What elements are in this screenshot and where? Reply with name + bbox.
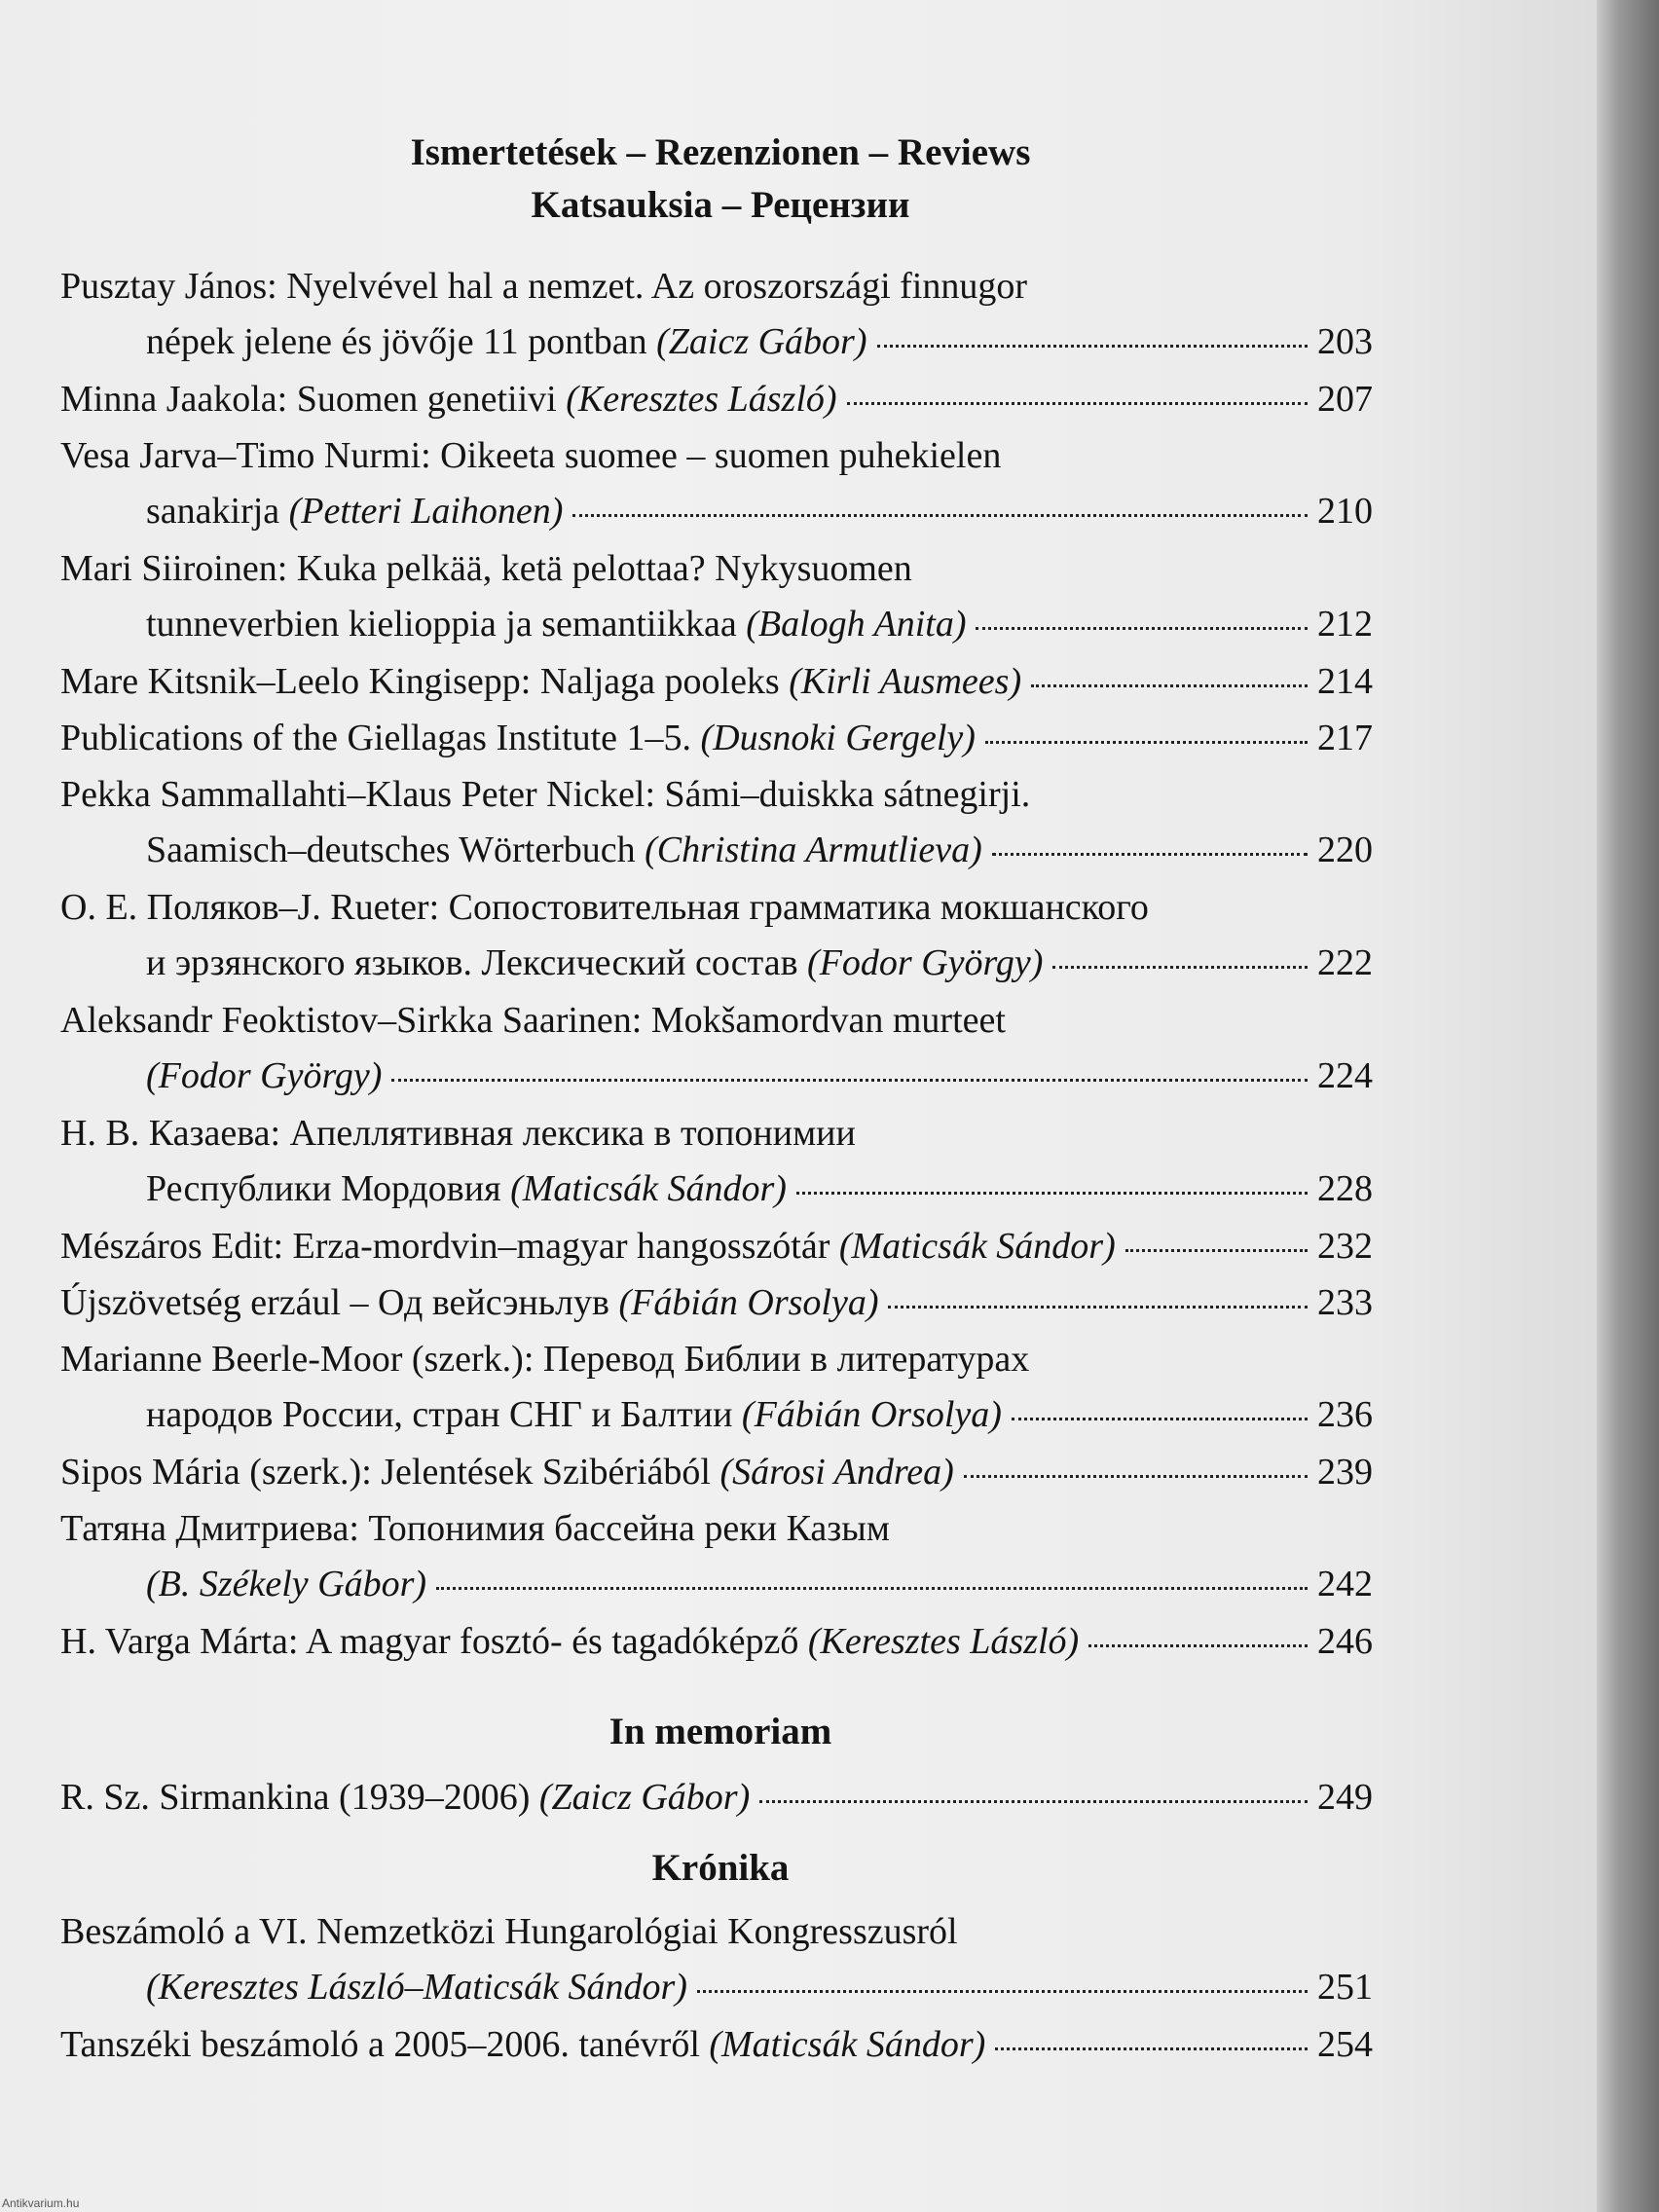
entry-page-number: 224 <box>1317 1055 1373 1096</box>
section-header-memoriam: In memoriam <box>608 1711 832 1752</box>
entry-leader-line <box>146 1563 1373 1605</box>
entry-title-text: Mare Kitsnik–Leelo Kingisepp: Naljaga pooleks <box>60 661 790 702</box>
dot-leader <box>572 514 1308 517</box>
entry-title-text: Publications of the Giellagas Institute 1–5. <box>60 718 701 758</box>
entry-reviewer: (Fodor György) <box>146 1055 383 1096</box>
entry-leader-line <box>60 2023 1373 2066</box>
entry-reviewer: (Maticsák Sándor) <box>838 1226 1116 1267</box>
dot-leader <box>1031 684 1308 687</box>
entry-title-text: népek jelene és jövője 11 pontban <box>146 321 657 362</box>
entry-page-number: 222 <box>1317 942 1373 983</box>
dot-leader <box>759 1800 1308 1803</box>
entry-leader-line <box>60 1776 1373 1819</box>
dot-leader <box>964 1475 1308 1478</box>
section-header-reviews-sub: Katsauksia – Рецензии <box>531 184 910 226</box>
entry-title-text: sanakirja <box>146 491 289 532</box>
entry-title-line: Beszámoló a VI. Nemzetközi Hungarológiai Kongresszusról <box>60 1911 958 1952</box>
entry-page-number: 214 <box>1317 661 1373 702</box>
entry-leader-line <box>60 1281 1373 1324</box>
entry-leader-line <box>60 660 1373 703</box>
entry-reviewer: (Zaicz Gábor) <box>538 1777 751 1818</box>
entry-reviewer: (Maticsák Sándor) <box>510 1168 787 1209</box>
entry-page-number: 239 <box>1317 1452 1373 1493</box>
entry-title-line: Pekka Sammallahti–Klaus Peter Nickel: Sámi–duiskka sátnegirji. <box>60 774 1031 815</box>
dot-leader <box>796 1192 1308 1195</box>
entry-leader-line <box>146 1054 1373 1097</box>
entry-title-text: H. Varga Márta: A magyar fosztó- és tagadóképző <box>60 1621 808 1662</box>
entry-leader-line <box>146 320 1373 363</box>
entry-leader-line <box>146 941 1373 984</box>
entry-page-number: 212 <box>1317 604 1373 645</box>
entry-title-text: Sipos Mária (szerk.): Jelentések Szibériából <box>60 1452 720 1493</box>
entry-leader-line <box>146 603 1373 645</box>
dot-leader <box>847 402 1308 405</box>
entry-page-number: 246 <box>1317 1621 1373 1662</box>
entry-reviewer: (Sárosi Andrea) <box>719 1452 954 1493</box>
entry-page-number: 217 <box>1317 718 1373 758</box>
entry-leader-line <box>146 490 1373 533</box>
entry-leader-line <box>146 829 1373 871</box>
entry-leader-line <box>146 1966 1373 2009</box>
entry-title-line: Татяна Дмитриева: Топонимия бассейна реки Казым <box>60 1508 890 1549</box>
entry-page-number: 254 <box>1317 2024 1373 2065</box>
entry-leader-line <box>60 378 1373 421</box>
dot-leader <box>436 1587 1308 1590</box>
dot-leader <box>1125 1249 1308 1252</box>
entry-page-number: 228 <box>1317 1168 1373 1209</box>
entry-leader-line <box>146 1167 1373 1210</box>
dot-leader <box>985 741 1308 744</box>
dot-leader <box>995 2047 1308 2050</box>
entry-title-text: R. Sz. Sirmankina (1939–2006) <box>60 1777 539 1818</box>
entry-page-number: 249 <box>1317 1777 1373 1818</box>
entry-title-line: Marianne Beerle-Moor (szerk.): Перевод Библии в литературах <box>60 1339 1030 1380</box>
entry-reviewer: (Fodor György) <box>807 942 1044 983</box>
entry-reviewer: (Maticsák Sándor) <box>709 2024 986 2065</box>
entry-leader-line <box>60 1620 1373 1663</box>
entry-page-number: 242 <box>1317 1564 1373 1604</box>
dot-leader <box>1088 1644 1308 1647</box>
entry-leader-line <box>60 1225 1373 1268</box>
entry-reviewer: (Kirli Ausmees) <box>789 661 1022 702</box>
section-header-reviews: Ismertetések – Rezenzionen – Reviews <box>410 131 1031 173</box>
entry-reviewer: (Keresztes László–Maticsák Sándor) <box>146 1967 687 2008</box>
section-header-kronika: Krónika <box>651 1847 790 1889</box>
entry-title-line: Aleksandr Feoktistov–Sirkka Saarinen: Mokšamordvan murteet <box>60 1000 1006 1041</box>
entry-title-line: Pusztay János: Nyelvével hal a nemzet. Az oroszországi finnugor <box>60 266 1027 307</box>
entry-title-text: Újszövetség erzául – Од вейсэньлув <box>60 1282 619 1323</box>
entry-page-number: 220 <box>1317 830 1373 870</box>
dot-leader <box>1052 966 1308 969</box>
entry-page-number: 232 <box>1317 1226 1373 1267</box>
entry-title-text: народов России, стран СНГ и Балтии <box>146 1394 742 1435</box>
entry-page-number: 207 <box>1317 379 1373 420</box>
entry-page-number: 233 <box>1317 1282 1373 1323</box>
entry-reviewer: (Christina Armutlieva) <box>645 830 982 870</box>
watermark: Antikvarium.hu <box>2 2196 80 2210</box>
entry-reviewer: (Balogh Anita) <box>746 604 967 645</box>
entry-leader-line <box>146 1393 1373 1436</box>
entry-reviewer: (Keresztes László) <box>807 1621 1080 1662</box>
entry-title-text: Республики Мордовия <box>146 1168 511 1209</box>
entry-reviewer: (Dusnoki Gergely) <box>700 718 976 758</box>
dot-leader <box>1012 1418 1308 1420</box>
entry-title-text: tunneverbien kielioppia ja semantiikkaa <box>146 604 747 645</box>
entry-title-line: Vesa Jarva–Timo Nurmi: Oikeeta suomee – suomen puhekielen <box>60 435 1002 476</box>
entry-title-line: Н. В. Казаева: Апеллятивная лексика в топонимии <box>60 1113 856 1154</box>
entry-reviewer: (Keresztes László) <box>566 379 837 420</box>
dot-leader <box>697 1990 1308 1993</box>
entry-title-text: Saamisch–deutsches Wörterbuch <box>146 830 645 870</box>
entry-reviewer: (Fábián Orsolya) <box>618 1282 879 1323</box>
dot-leader <box>888 1306 1308 1309</box>
entry-page-number: 251 <box>1317 1967 1373 2008</box>
entry-title-text: и эрзянского языков. Лексический состав <box>146 942 808 983</box>
entry-page-number: 203 <box>1317 321 1373 362</box>
dot-leader <box>992 853 1308 856</box>
entry-reviewer: (Fábián Orsolya) <box>741 1394 1002 1435</box>
entry-leader-line <box>60 1451 1373 1493</box>
entry-title-text: Mészáros Edit: Erza-mordvin–magyar hangosszótár <box>60 1226 839 1267</box>
entry-reviewer: (Zaicz Gábor) <box>656 321 867 362</box>
entry-title-text: Tanszéki beszámoló a 2005–2006. tanévről <box>60 2024 710 2065</box>
entry-title-line: О. Е. Поляков–J. Rueter: Сопостовительная грамматика мокшанского <box>60 887 1149 928</box>
dot-leader <box>877 345 1309 348</box>
entry-title-line: Mari Siiroinen: Kuka pelkää, ketä pelottaa? Nykysuomen <box>60 548 912 589</box>
page-edge <box>1597 0 1659 2212</box>
dot-leader <box>391 1079 1308 1082</box>
entry-page-number: 236 <box>1317 1394 1373 1435</box>
entry-reviewer: (B. Székely Gábor) <box>146 1564 427 1604</box>
dot-leader <box>976 627 1308 630</box>
entry-page-number: 210 <box>1317 491 1373 532</box>
entry-title-text: Minna Jaakola: Suomen genetiivi <box>60 379 567 420</box>
entry-leader-line <box>60 717 1373 759</box>
entry-reviewer: (Petteri Laihonen) <box>288 491 564 532</box>
